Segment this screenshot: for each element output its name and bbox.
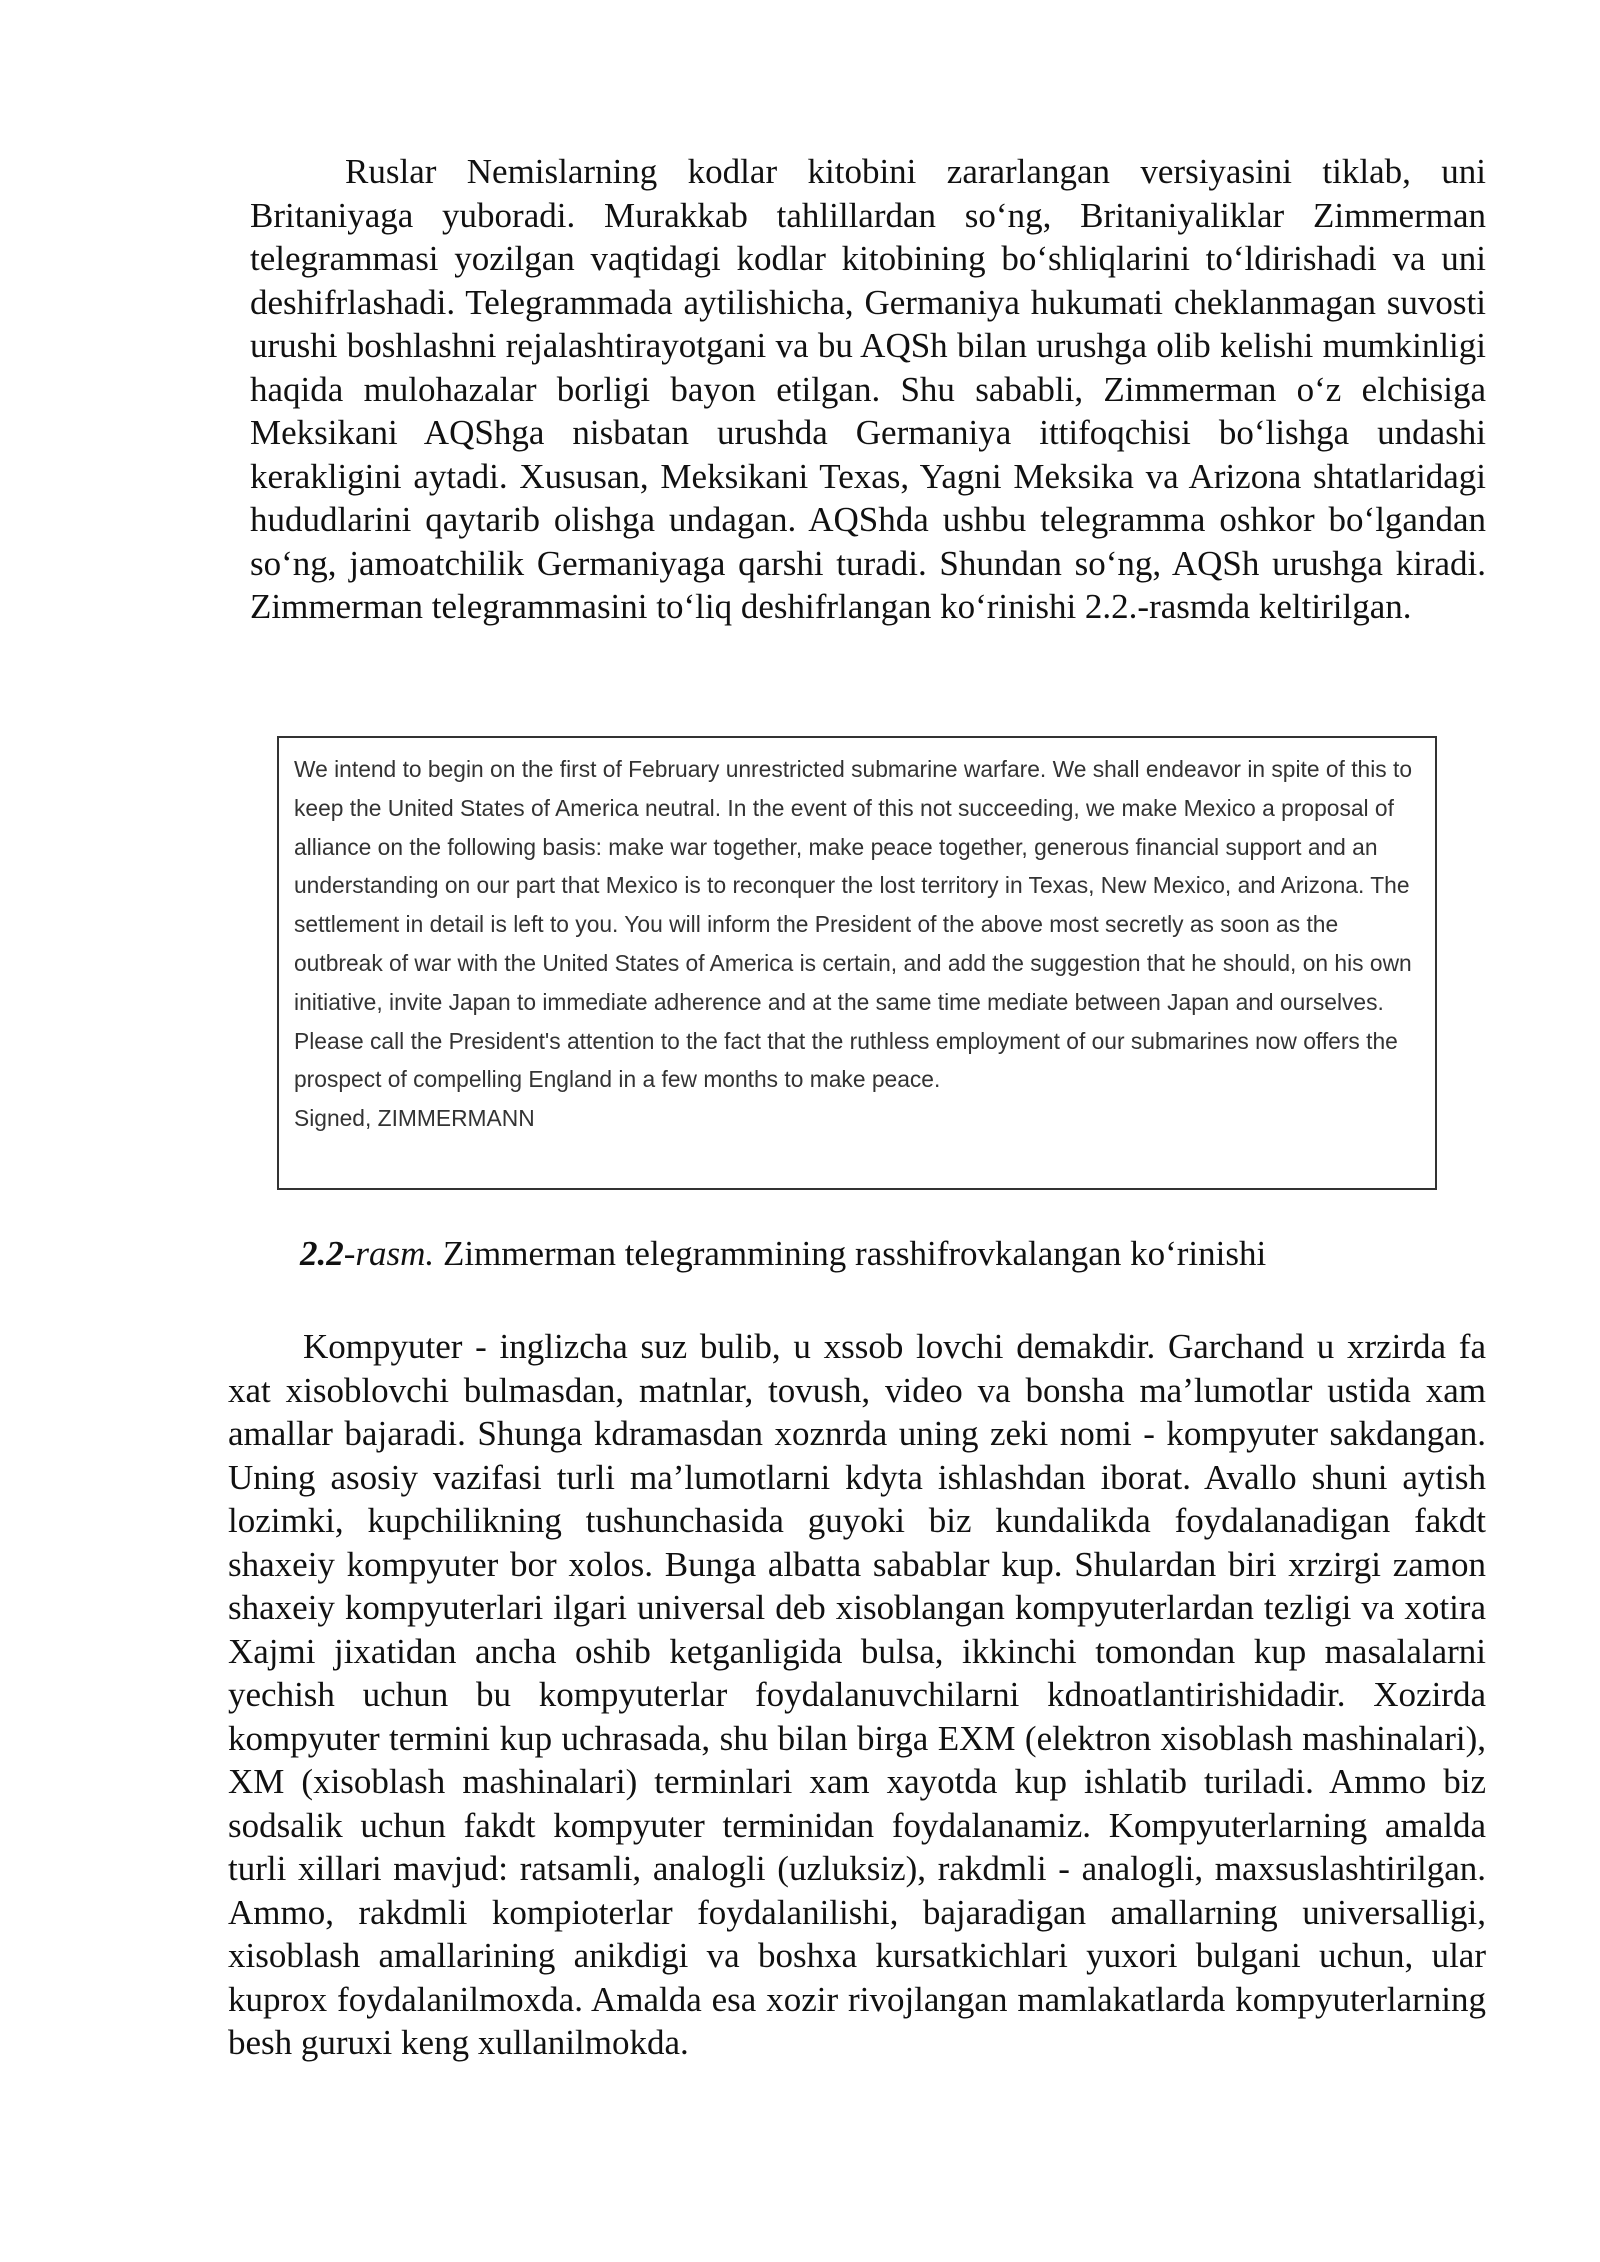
telegram-body: We intend to begin on the first of February unrestricted submarine warfare. We shall endeavor in spite of this to keep the United States of America neutral. In the event of this not succeeding, we make Mexico a proposal of alliance on the following basis: make war together, make peace together, generous financial support and an understanding on our part that Mexico is to reconquer the lost territory in Texas, New Mexico, and Arizona. The settlement in detail is left to you. You will inform the President of the above most secretly as soon as the outbreak of war with the United States of America is certain, and add the suggestion that he should, on his own initiative, invite Japan to immediate adherence and at the same time mediate between Japan and ourselves. Please call the President's attention to the fact that the ruthless employment of our submarines now offers the prospect of compelling England in a few months to make peace. xyxy=(294,756,1413,1093)
telegram-signature: Signed, ZIMMERMANN xyxy=(294,1105,535,1132)
paragraph-kompyuter: Kompyuter - inglizcha suz bulib, u xssob lovchi demakdir. Garchand u xrzirda fa xat xisoblovchi bulmasdan, matnlar, tovush, video va bonsha ma’lumotlar ustida xam amallar bajaradi. Shunga kdramasdan xoznrda uning zeki nomi - kompyuter sakdangan. Uning asosiy vazifasi turli ma’lumotlarni kdyta ishlashdan iborat. Avallo shuni aytish lozimki, kupchilikning tushunchasida guyoki biz kundalikda foydalanadigan fakdt shaxeiy kompyuter bor xolos. Bunga albatta sabablar kup. Shulardan biri xrzirgi zamon shaxeiy kompyuterlari ilgari universal deb xisoblangan kompyuterlardan tezligi va xotira Xajmi jixatidan ancha oshib ketganligida bulsa, ikkinchi tomondan kup masalalarni yechish uchun bu kompyuterlar foydalanuvchilarni kdnoatlantirishidadir. Xozirda kompyuter termini kup uchrasada, shu bilan birga EXM (elektron xisoblash mashinalari), XM (xisoblash mashinalari) terminlari xam xayotda kup ishlatib turiladi. Ammo biz sodsalik uchun fakdt kompyuter terminidan foydalanamiz. Kompyuterlarning amalda turli xillari mavjud: ratsamli, analogli (uzluksiz), rakdmli - analogli, maxsuslashtirilgan. Ammo, rakdmli kompioterlar foydalanilishi, bajaradigan amallarning universalligi, xisoblash amallarining anikdigi va boshxa kursatkichlari yuxori bulgani uchun, ular kuprox foydalanilmoxda. Amalda esa xozir rivojlangan mamlakatlarda kompyuterlarning besh guruxi keng xullanilmokda. xyxy=(228,1327,1486,2062)
caption-label: -rasm. xyxy=(343,1234,435,1273)
figure-caption xyxy=(300,1232,1266,1275)
paragraph-zimmerman-history: Ruslar Nemislarning kodlar kitobini zararlangan versiyasini tiklab, uni Britaniyaga yuboradi. Murakkab tahlillardan so‘ng, Britaniyaliklar Zimmerman telegrammasi yozilgan vaqtidagi kodlar kitobining bo‘shliqlarini to‘ldirishadi va uni deshifrlashadi. Telegrammada aytilishicha, Germaniya hukumati cheklanmagan suvosti urushi boshlashni rejalashtirayotgani va bu AQSh bilan urushga olib kelishi mumkinligi haqida mulohazalar borligi bayon etilgan. Shu sababli, Zimmerman o‘z elchisiga Meksikani AQShga nisbatan urushda Germaniya ittifoqchisi bo‘lishga undashi kerakligini aytadi. Xususan, Meksikani Texas, Yagni Meksika va Arizona shtatlaridagi hududlarini qaytarib olishga undagan. AQShda ushbu telegramma oshkor bo‘lgandan so‘ng, jamoatchilik Germaniyaga qarshi turadi. Shundan so‘ng, AQSh urushga kiradi. Zimmerman telegrammasini to‘liq deshifrlangan ko‘rinishi 2.2.-rasmda keltirilgan. xyxy=(250,152,1486,626)
caption-number: 2.2 xyxy=(300,1234,344,1273)
figure-telegram-text xyxy=(277,736,1437,1190)
caption-text: Zimmerman telegrammining rasshifrovkalangan ko‘rinishi xyxy=(442,1234,1267,1273)
